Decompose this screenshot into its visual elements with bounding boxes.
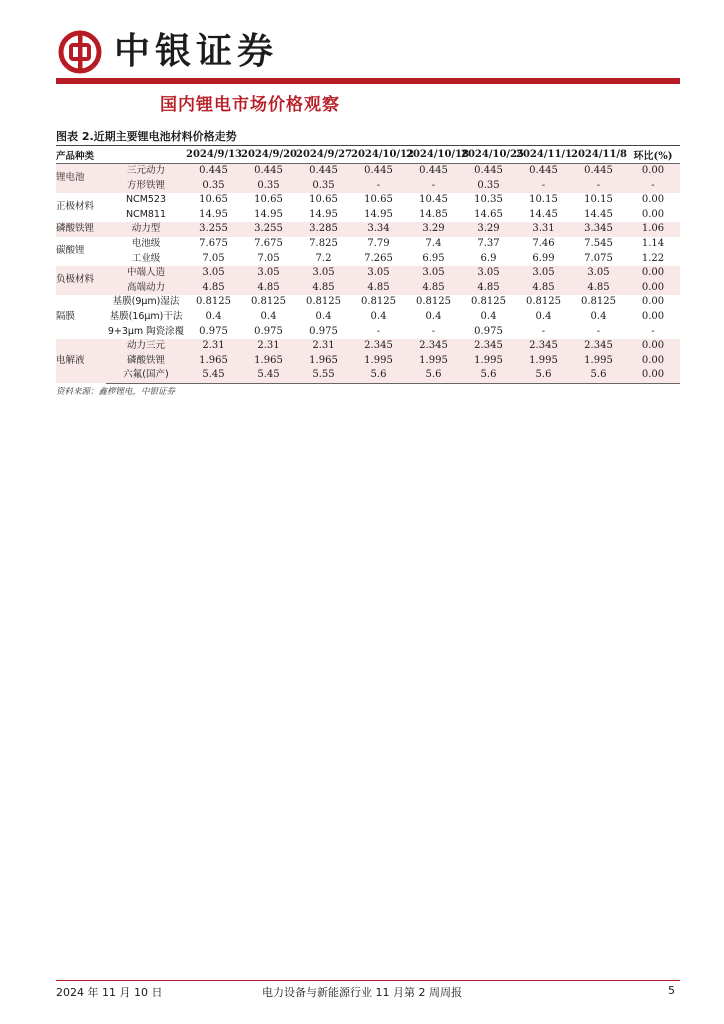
price-cell: 4.85 bbox=[296, 281, 351, 296]
subcategory-cell: 中端人造 bbox=[106, 266, 186, 281]
price-cell: 0.445 bbox=[241, 164, 296, 179]
price-cell: 6.95 bbox=[422, 252, 445, 264]
price-cell: 3.29 bbox=[461, 222, 516, 237]
subcategory-cell: 工业级 bbox=[131, 252, 161, 264]
price-cell: 7.05 bbox=[202, 252, 225, 264]
table-row bbox=[56, 266, 680, 281]
price-cell: 0.4 bbox=[590, 310, 607, 322]
column-header: 2024/10/25 bbox=[461, 146, 516, 164]
price-cell: 2.31 bbox=[241, 339, 296, 354]
price-cell: 14.95 bbox=[364, 208, 393, 220]
change-cell: - bbox=[651, 325, 655, 337]
subcategory-cell: 电池级 bbox=[131, 237, 161, 249]
price-cell: 3.255 bbox=[186, 222, 241, 237]
footer-date: 2024 年 11 月 10 日 bbox=[56, 986, 163, 999]
price-cell: 10.45 bbox=[419, 194, 448, 206]
price-cell: 7.05 bbox=[257, 252, 280, 264]
category-cell: 锂电池 bbox=[56, 164, 106, 194]
table-row bbox=[56, 164, 680, 179]
price-cell: 0.35 bbox=[186, 179, 241, 194]
price-cell: 2.31 bbox=[296, 339, 351, 354]
price-cell: 7.46 bbox=[532, 237, 555, 249]
price-cell: 0.4 bbox=[535, 310, 552, 322]
change-cell: 1.06 bbox=[626, 222, 680, 237]
category-cell: 隔膜 bbox=[56, 310, 76, 322]
price-cell: 0.8125 bbox=[196, 296, 231, 308]
price-cell: 0.4 bbox=[205, 310, 222, 322]
price-cell: 0.8125 bbox=[526, 296, 561, 308]
price-cell: 0.4 bbox=[260, 310, 277, 322]
price-cell: - bbox=[431, 325, 436, 337]
price-cell: 0.445 bbox=[461, 164, 516, 179]
price-cell: 14.45 bbox=[529, 208, 558, 220]
category-cell: 磷酸铁锂 bbox=[56, 222, 106, 237]
subcategory-cell: NCM811 bbox=[125, 208, 167, 220]
price-cell: 14.85 bbox=[419, 208, 448, 220]
column-header: 环比(%) bbox=[626, 146, 680, 164]
price-cell: 3.05 bbox=[406, 266, 461, 281]
price-cell: 0.8125 bbox=[581, 296, 616, 308]
column-header: 2024/9/13 bbox=[186, 146, 241, 164]
figure-title: 图表 2.近期主要锂电池材料价格走势 bbox=[56, 130, 237, 143]
price-cell: 0.8125 bbox=[361, 296, 396, 308]
change-cell: 1.14 bbox=[641, 237, 665, 249]
column-header: 产品种类 bbox=[56, 146, 106, 164]
subcategory-cell: 三元动力 bbox=[106, 164, 186, 179]
price-cell: 4.85 bbox=[186, 281, 241, 296]
price-cell: 0.4 bbox=[480, 310, 497, 322]
report-header bbox=[56, 28, 680, 80]
subcategory-cell: 动力型 bbox=[106, 222, 186, 237]
price-cell: 2.31 bbox=[186, 339, 241, 354]
price-cell: 0.4 bbox=[370, 310, 387, 322]
price-cell: 0.445 bbox=[296, 164, 351, 179]
change-cell: 0.00 bbox=[641, 310, 665, 322]
header-divider bbox=[56, 78, 680, 84]
source-note: 资料来源：鑫椤锂电，中银证券 bbox=[56, 387, 176, 397]
price-cell: 3.285 bbox=[296, 222, 351, 237]
price-cell: 4.85 bbox=[241, 281, 296, 296]
price-cell: 10.65 bbox=[309, 194, 338, 206]
price-cell: 5.6 bbox=[406, 368, 461, 383]
table-row bbox=[56, 179, 680, 194]
price-cell: 3.345 bbox=[571, 222, 626, 237]
change-cell: 0.00 bbox=[626, 164, 680, 179]
price-cell: 0.975 bbox=[309, 325, 338, 337]
price-cell: 10.15 bbox=[529, 194, 558, 206]
price-cell: 1.995 bbox=[571, 354, 626, 369]
price-cell: 1.995 bbox=[406, 354, 461, 369]
price-cell: 0.975 bbox=[199, 325, 228, 337]
subcategory-cell: 基膜(16μm)干法 bbox=[109, 310, 183, 322]
price-cell: 5.6 bbox=[516, 368, 571, 383]
change-cell: 1.22 bbox=[641, 252, 665, 264]
table-row bbox=[56, 325, 680, 340]
price-cell: 2.345 bbox=[571, 339, 626, 354]
price-cell: 0.975 bbox=[474, 325, 503, 337]
price-cell: 7.825 bbox=[309, 237, 338, 249]
change-cell: 0.00 bbox=[626, 266, 680, 281]
price-cell: 0.4 bbox=[425, 310, 442, 322]
table-body bbox=[56, 164, 680, 384]
subcategory-cell: 高端动力 bbox=[106, 281, 186, 296]
price-cell: 14.45 bbox=[584, 208, 613, 220]
price-cell: 4.85 bbox=[571, 281, 626, 296]
table-row bbox=[56, 208, 680, 223]
price-cell: 1.995 bbox=[351, 354, 406, 369]
price-cell: 3.34 bbox=[351, 222, 406, 237]
column-header bbox=[106, 146, 186, 164]
price-cell: 5.55 bbox=[296, 368, 351, 383]
price-cell: 0.445 bbox=[571, 164, 626, 179]
price-cell: 0.445 bbox=[516, 164, 571, 179]
price-cell: 10.65 bbox=[254, 194, 283, 206]
category-cell: 负极材料 bbox=[56, 266, 106, 295]
price-cell: 7.265 bbox=[364, 252, 393, 264]
change-cell: 0.00 bbox=[641, 208, 665, 220]
price-cell: 3.05 bbox=[241, 266, 296, 281]
column-header: 2024/9/27 bbox=[296, 146, 351, 164]
price-cell: 7.2 bbox=[315, 252, 332, 264]
table-row bbox=[56, 339, 680, 354]
price-cell: 0.8125 bbox=[306, 296, 341, 308]
price-cell: 3.05 bbox=[351, 266, 406, 281]
change-cell: 0.00 bbox=[626, 339, 680, 354]
price-cell: - bbox=[351, 179, 406, 194]
footer-title: 电力设备与新能源行业 11 月第 2 周周报 bbox=[262, 986, 462, 999]
price-cell: 0.445 bbox=[351, 164, 406, 179]
price-cell: 5.45 bbox=[186, 368, 241, 383]
price-cell: 3.05 bbox=[516, 266, 571, 281]
subcategory-cell: 动力三元 bbox=[106, 339, 186, 354]
price-cell: - bbox=[541, 325, 546, 337]
price-cell: 7.79 bbox=[367, 237, 390, 249]
column-header: 2024/11/1 bbox=[516, 146, 571, 164]
price-cell: 4.85 bbox=[516, 281, 571, 296]
column-header: 2024/10/12 bbox=[351, 146, 406, 164]
change-cell: 0.00 bbox=[626, 368, 680, 383]
price-cell: - bbox=[596, 325, 601, 337]
price-cell: 14.95 bbox=[254, 208, 283, 220]
category-cell: 电解液 bbox=[56, 339, 106, 383]
price-cell: 0.8125 bbox=[471, 296, 506, 308]
price-cell: 3.05 bbox=[571, 266, 626, 281]
change-cell: - bbox=[626, 179, 680, 194]
table-row bbox=[56, 295, 680, 310]
price-cell: 3.29 bbox=[406, 222, 461, 237]
price-cell: 2.345 bbox=[516, 339, 571, 354]
price-cell: 7.075 bbox=[584, 252, 613, 264]
price-cell: 6.9 bbox=[480, 252, 497, 264]
table-row bbox=[56, 252, 680, 267]
change-cell: 0.00 bbox=[626, 354, 680, 369]
price-cell: 1.995 bbox=[461, 354, 516, 369]
price-cell: 1.965 bbox=[296, 354, 351, 369]
price-cell: 7.675 bbox=[199, 237, 228, 249]
category-cell: 正极材料 bbox=[56, 201, 95, 213]
price-cell: 3.05 bbox=[186, 266, 241, 281]
price-cell: - bbox=[376, 325, 381, 337]
column-header: 2024/9/20 bbox=[241, 146, 296, 164]
price-cell: 10.35 bbox=[474, 194, 503, 206]
price-cell: 0.975 bbox=[254, 325, 283, 337]
column-header: 2024/10/18 bbox=[406, 146, 461, 164]
price-cell: 5.45 bbox=[241, 368, 296, 383]
price-cell: 14.65 bbox=[474, 208, 503, 220]
category-cell: 碳酸锂 bbox=[56, 245, 85, 257]
price-cell: 0.8125 bbox=[251, 296, 286, 308]
price-cell: 5.6 bbox=[351, 368, 406, 383]
footer-divider bbox=[56, 980, 680, 981]
price-cell: 3.05 bbox=[296, 266, 351, 281]
price-cell: 1.995 bbox=[516, 354, 571, 369]
subcategory-cell: 六氟(国产) bbox=[106, 368, 186, 383]
change-cell: 0.00 bbox=[641, 194, 665, 206]
price-cell: 1.965 bbox=[186, 354, 241, 369]
price-cell: 6.99 bbox=[532, 252, 555, 264]
section-title: 国内锂电市场价格观察 bbox=[160, 95, 340, 115]
change-cell: 0.00 bbox=[641, 296, 665, 308]
price-cell: 3.31 bbox=[516, 222, 571, 237]
price-cell: 1.965 bbox=[241, 354, 296, 369]
price-cell: 4.85 bbox=[461, 281, 516, 296]
price-cell: 2.345 bbox=[461, 339, 516, 354]
price-cell: 7.675 bbox=[254, 237, 283, 249]
subcategory-cell: 磷酸铁锂 bbox=[106, 354, 186, 369]
price-cell: 7.545 bbox=[584, 237, 613, 249]
price-cell: 0.35 bbox=[241, 179, 296, 194]
table-row bbox=[56, 310, 680, 325]
price-cell: 0.35 bbox=[296, 179, 351, 194]
table-row bbox=[56, 281, 680, 296]
price-cell: 0.445 bbox=[186, 164, 241, 179]
price-table bbox=[56, 145, 680, 384]
price-cell: 0.4 bbox=[315, 310, 332, 322]
price-cell: 0.8125 bbox=[416, 296, 451, 308]
page-number: 5 bbox=[668, 984, 675, 997]
price-cell: 3.255 bbox=[241, 222, 296, 237]
price-cell: 10.65 bbox=[199, 194, 228, 206]
price-cell: 10.65 bbox=[364, 194, 393, 206]
table-header-row bbox=[56, 146, 680, 164]
price-cell: - bbox=[571, 179, 626, 194]
price-cell: 0.35 bbox=[461, 179, 516, 194]
brand-name: 中银证券 bbox=[114, 31, 279, 72]
table-row bbox=[56, 237, 680, 252]
price-cell: 7.37 bbox=[477, 237, 500, 249]
price-cell: 14.95 bbox=[309, 208, 338, 220]
price-cell: 2.345 bbox=[351, 339, 406, 354]
change-cell: 0.00 bbox=[626, 281, 680, 296]
price-cell: 4.85 bbox=[406, 281, 461, 296]
price-cell: 2.345 bbox=[406, 339, 461, 354]
table-row bbox=[56, 193, 680, 208]
price-cell: - bbox=[516, 179, 571, 194]
table-row bbox=[56, 222, 680, 237]
price-cell: 14.95 bbox=[199, 208, 228, 220]
price-cell: 5.6 bbox=[571, 368, 626, 383]
price-cell: - bbox=[406, 179, 461, 194]
column-header: 2024/11/8 bbox=[571, 146, 626, 164]
price-cell: 3.05 bbox=[461, 266, 516, 281]
price-cell: 5.6 bbox=[461, 368, 516, 383]
subcategory-cell: 9+3μm 陶瓷涂覆 bbox=[107, 325, 185, 337]
subcategory-cell: NCM523 bbox=[125, 194, 167, 206]
subcategory-cell: 基膜(9μm)湿法 bbox=[112, 296, 180, 308]
bank-of-china-logo-icon bbox=[58, 30, 102, 74]
table-row bbox=[56, 368, 680, 383]
price-cell: 10.15 bbox=[584, 194, 613, 206]
price-cell: 4.85 bbox=[351, 281, 406, 296]
table-row bbox=[56, 354, 680, 369]
subcategory-cell: 方形铁锂 bbox=[106, 179, 186, 194]
price-cell: 0.445 bbox=[406, 164, 461, 179]
price-cell: 7.4 bbox=[425, 237, 442, 249]
